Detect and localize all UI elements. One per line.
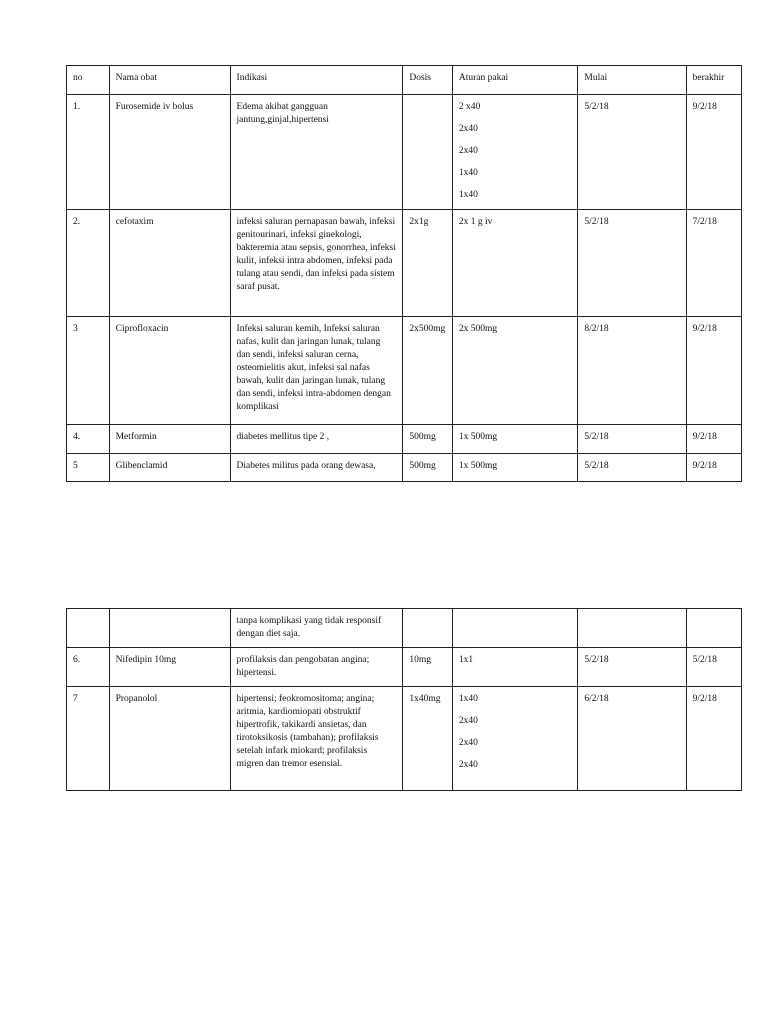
cell-mulai: 5/2/18 [578, 454, 686, 482]
cell-berakhir [686, 609, 741, 648]
cell-nama-obat: Glibenclamid [109, 454, 230, 482]
cell-no: 7 [67, 687, 110, 791]
aturan-line: 1x40 [458, 190, 478, 200]
cell-aturan-pakai [452, 687, 578, 791]
cell-no: 5 [67, 454, 110, 482]
cell-dosis [403, 95, 453, 210]
table-row [67, 609, 742, 648]
aturan-line: 2x40 [458, 146, 478, 156]
cell-nama-obat: cefotaxim [109, 210, 230, 317]
cell-mulai: 5/2/18 [578, 210, 686, 317]
cell-berakhir: 9/2/18 [686, 317, 741, 425]
cell-dosis: 500mg [403, 425, 453, 454]
header-berakhir: berakhir [686, 66, 741, 95]
aturan-line: 2x40 [458, 738, 478, 748]
header-mulai: Mulai [578, 66, 686, 95]
cell-indikasi: hipertensi; feokromositoma; angina; aritmia, kardiomiopati obstruktif hipertrofik, takikardi ansietas, dan tirotoksikosis (tambahan); profilaksis setelah infark miokard; profilaksis migren dan tremor esensial. [230, 687, 403, 791]
medication-table-top [66, 65, 742, 482]
cell-dosis: 1x40mg [403, 687, 453, 791]
cell-dosis: 2x1g [403, 210, 453, 317]
cell-indikasi: Diabetes militus pada orang dewasa, [230, 454, 403, 482]
cell-nama-obat [109, 609, 230, 648]
cell-mulai: 6/2/18 [578, 687, 686, 791]
table-row [67, 687, 742, 791]
cell-dosis [403, 609, 453, 648]
cell-berakhir: 5/2/18 [686, 648, 741, 687]
cell-mulai: 5/2/18 [578, 648, 686, 687]
cell-berakhir: 9/2/18 [686, 454, 741, 482]
cell-dosis: 10mg [403, 648, 453, 687]
cell-mulai: 5/2/18 [578, 95, 686, 210]
aturan-line: 2 x40 [458, 102, 481, 112]
cell-aturan-pakai: 1x 500mg [452, 454, 578, 482]
header-nama-obat: Nama obat [109, 66, 230, 95]
cell-aturan-pakai: 1x 500mg [452, 425, 578, 454]
medication-table-continued [66, 608, 742, 791]
cell-aturan-pakai: 2x 500mg [452, 317, 578, 425]
cell-indikasi: infeksi saluran pernapasan bawah, infeksi genitourinari, infeksi ginekologi, bakteremia atau sepsis, gonorrhea, infeksi kulit, infeksi intra abdomen, infeksi pada tulang atau sendi, dan infeksi pada sistem saraf pusat. [230, 210, 403, 317]
aturan-line: 2x40 [458, 124, 478, 134]
cell-no: 2. [67, 210, 110, 317]
header-aturan-pakai: Aturan pakai [452, 66, 578, 95]
cell-mulai: 8/2/18 [578, 317, 686, 425]
header-no: no [67, 66, 110, 95]
cell-dosis: 500mg [403, 454, 453, 482]
aturan-line: 1x40 [458, 168, 478, 178]
table-row [67, 95, 742, 210]
aturan-line: 2x40 [458, 716, 478, 726]
cell-indikasi: Edema akibat gangguan jantung,ginjal,hipertensi [230, 95, 403, 210]
cell-mulai [578, 609, 686, 648]
table-row [67, 425, 742, 454]
cell-nama-obat: Metformin [109, 425, 230, 454]
cell-no: 6. [67, 648, 110, 687]
table-row [67, 317, 742, 425]
cell-indikasi: profilaksis dan pengobatan angina; hipertensi. [230, 648, 403, 687]
aturan-line: 1x40 [458, 694, 478, 704]
cell-no: 1. [67, 95, 110, 210]
header-indikasi: Indikasi [230, 66, 403, 95]
cell-berakhir: 9/2/18 [686, 95, 741, 210]
cell-aturan-pakai [452, 95, 578, 210]
cell-mulai: 5/2/18 [578, 425, 686, 454]
cell-no: 3 [67, 317, 110, 425]
cell-aturan-pakai: 1x1 [452, 648, 578, 687]
table-header-row [67, 66, 742, 95]
cell-dosis: 2x500mg [403, 317, 453, 425]
cell-aturan-pakai [452, 609, 578, 648]
table-row [67, 210, 742, 317]
cell-indikasi: tanpa komplikasi yang tidak responsif dengan diet saja. [230, 609, 403, 648]
table-row [67, 454, 742, 482]
cell-nama-obat: Propanolol [109, 687, 230, 791]
cell-nama-obat: Furosemide iv bolus [109, 95, 230, 210]
cell-indikasi: diabetes mellitus tipe 2 , [230, 425, 403, 454]
cell-aturan-pakai: 2x 1 g iv [452, 210, 578, 317]
cell-berakhir: 9/2/18 [686, 687, 741, 791]
header-dosis: Dosis [403, 66, 453, 95]
cell-nama-obat: Ciprofloxacin [109, 317, 230, 425]
cell-berakhir: 7/2/18 [686, 210, 741, 317]
cell-berakhir: 9/2/18 [686, 425, 741, 454]
cell-no [67, 609, 110, 648]
cell-nama-obat: Nifedipin 10mg [109, 648, 230, 687]
cell-no: 4. [67, 425, 110, 454]
table-row [67, 648, 742, 687]
aturan-line: 2x40 [458, 760, 478, 770]
cell-indikasi: Infeksi saluran kemih, Infeksi saluran nafas, kulit dan jaringan lunak, tulang dan sendi, infeksi saluran cerna, osteomielitis akut, infeksi sal nafas bawah, kulit dan jaringan lunak, tulang dan sendi, infeksi intra-abdomen dengan komplikasi [230, 317, 403, 425]
